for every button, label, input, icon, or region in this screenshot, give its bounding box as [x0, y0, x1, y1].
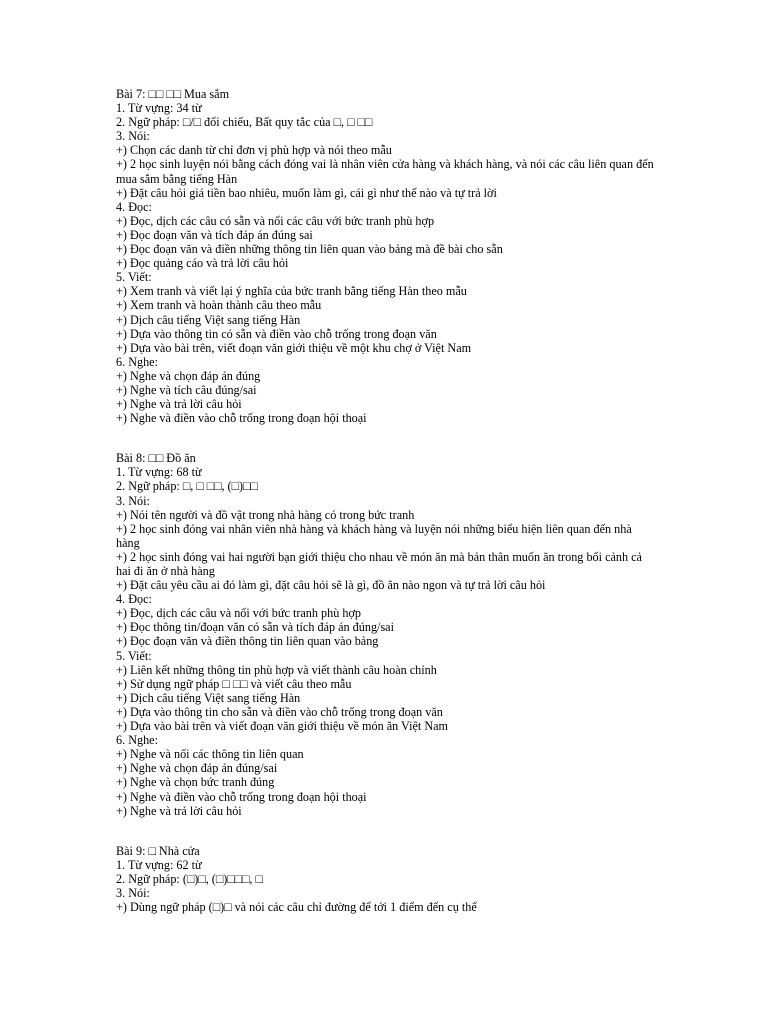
lesson-9	[116, 844, 656, 914]
text-line: +) Nghe và chọn đáp án đúng/sai	[116, 761, 278, 776]
text-line: +) Dựa vào thông tin có sẵn và điền vào chỗ trống trong đoạn văn	[116, 326, 437, 341]
text-line: +) Nghe và nối các thông tin liên quan	[116, 747, 304, 762]
text-line: +) Dựa vào bài trên, viết đoạn văn giới thiệu về một khu chợ ở Việt Nam	[116, 340, 472, 355]
text-line: 2. Ngữ pháp: (□)□, (□)□□□, □	[116, 871, 263, 886]
text-line: +) Đọc, dịch các câu có sẵn và nối các câu với bức tranh phù hợp	[116, 213, 435, 228]
text-line: 5. Viết:	[116, 270, 152, 285]
text-line: +) Nghe và điền vào chỗ trống trong đoạn hội thoại	[116, 789, 367, 804]
text-line: +) Dịch câu tiếng Việt sang tiếng Hàn	[116, 312, 301, 327]
text-line: +) Xem tranh và hoàn thành câu theo mẫu	[116, 298, 322, 313]
text-line: 4. Đọc:	[116, 592, 152, 607]
text-line: 1. Từ vựng: 68 từ	[116, 465, 202, 480]
text-line: +) Nghe và trả lời câu hỏi	[116, 803, 242, 818]
lesson-title: Bài 9: □ Nhà cửa	[116, 843, 200, 858]
text-line: +) 2 học sinh đóng vai hai người bạn giới thiệu cho nhau về món ăn mà bản thân muốn ăn trong bối cảnh cả hai đi ăn ở nhà hàng	[116, 549, 642, 578]
text-line: +) Sử dụng ngữ pháp □ □□ và viết câu theo mẫu	[116, 676, 352, 691]
text-line: +) Dựa vào bài trên và viết đoạn văn giới thiệu về món ăn Việt Nam	[116, 719, 449, 734]
lesson-title: Bài 7: □□ □□ Mua sắm	[116, 87, 230, 101]
text-line: 3. Nói:	[116, 493, 150, 508]
text-line: +) Nghe và chọn bức tranh đúng	[116, 775, 275, 790]
lesson-8	[116, 451, 656, 817]
text-line: +) Đọc đoạn văn và điền thông tin liên quan vào bảng	[116, 634, 379, 649]
text-line: +) Nghe và tích câu đúng/sai	[116, 382, 257, 397]
text-line: 6. Nghe:	[116, 733, 158, 748]
text-line: +) Đọc đoạn văn và điền những thông tin liên quan vào bảng mà đề bài cho sẵn	[116, 242, 503, 257]
text-line: +) Dịch câu tiếng Việt sang tiếng Hàn	[116, 690, 301, 705]
text-line: 2. Ngữ pháp: □, □ □□, (□)□□	[116, 479, 258, 494]
lesson-7	[116, 87, 656, 425]
text-line: +) Liên kết những thông tin phù hợp và viết thành câu hoàn chỉnh	[116, 662, 437, 677]
text-line: +) Xem tranh và viết lại ý nghĩa của bức tranh bằng tiếng Hàn theo mẫu	[116, 284, 467, 299]
text-line: +) Đọc thông tin/đoạn văn có sẵn và tích đáp án đúng/sai	[116, 620, 394, 635]
text-line: 1. Từ vựng: 62 từ	[116, 857, 202, 872]
document-page	[116, 87, 656, 914]
text-line: 5. Viết:	[116, 648, 152, 663]
text-line: +) Dùng ngữ pháp (□)□ và nói các câu chỉ đường để tới 1 điểm đến cụ thể	[116, 900, 477, 915]
text-line: +) Nói tên người và đồ vật trong nhà hàng có trong bức tranh	[116, 507, 415, 522]
text-line: 3. Nói:	[116, 885, 150, 900]
text-line: 2. Ngữ pháp: □/□ đối chiếu, Bất quy tắc của □, □ □□	[116, 115, 373, 130]
text-line: +) Nghe và trả lời câu hỏi	[116, 397, 242, 412]
text-line: +) Đặt câu hỏi giá tiền bao nhiêu, muốn làm gì, cái gì như thế nào và tự trả lời	[116, 185, 497, 200]
text-line: 6. Nghe:	[116, 354, 158, 369]
text-line: +) 2 học sinh đóng vai nhân viên nhà hàng và khách hàng và luyện nói những biểu hiện liên quan đến nhà hàng	[116, 521, 632, 550]
text-line: +) Nghe và điền vào chỗ trống trong đoạn hội thoại	[116, 411, 367, 426]
text-line: +) Nghe và chọn đáp án đúng	[116, 368, 261, 383]
text-line: +) Đọc, dịch các câu và nối với bức tranh phù hợp	[116, 606, 361, 621]
text-line: +) Đặt câu yêu cầu ai đó làm gì, đặt câu hỏi sẽ là gì, đồ ăn nào ngon và tự trả lời câu hỏi	[116, 578, 546, 593]
text-line: 3. Nói:	[116, 129, 150, 144]
text-line: +) Dựa vào thông tin cho sẵn và điền vào chỗ trống trong đoạn văn	[116, 704, 443, 719]
text-line: +) Chọn các danh từ chỉ đơn vị phù hợp và nói theo mẫu	[116, 143, 392, 158]
text-line: +) Đọc quảng cáo và trả lời câu hỏi	[116, 256, 289, 271]
lesson-title: Bài 8: □□ Đồ ăn	[116, 451, 196, 466]
text-line: 1. Từ vựng: 34 từ	[116, 101, 202, 116]
text-line: +) 2 học sinh luyện nói bằng cách đóng vai là nhân viên cửa hàng và khách hàng, và nói các câu liên quan đến mua sắm bằng tiếng Hàn	[116, 157, 654, 186]
text-line: +) Đọc đoạn văn và tích đáp án đúng sai	[116, 227, 313, 242]
text-line: 4. Đọc:	[116, 199, 152, 214]
